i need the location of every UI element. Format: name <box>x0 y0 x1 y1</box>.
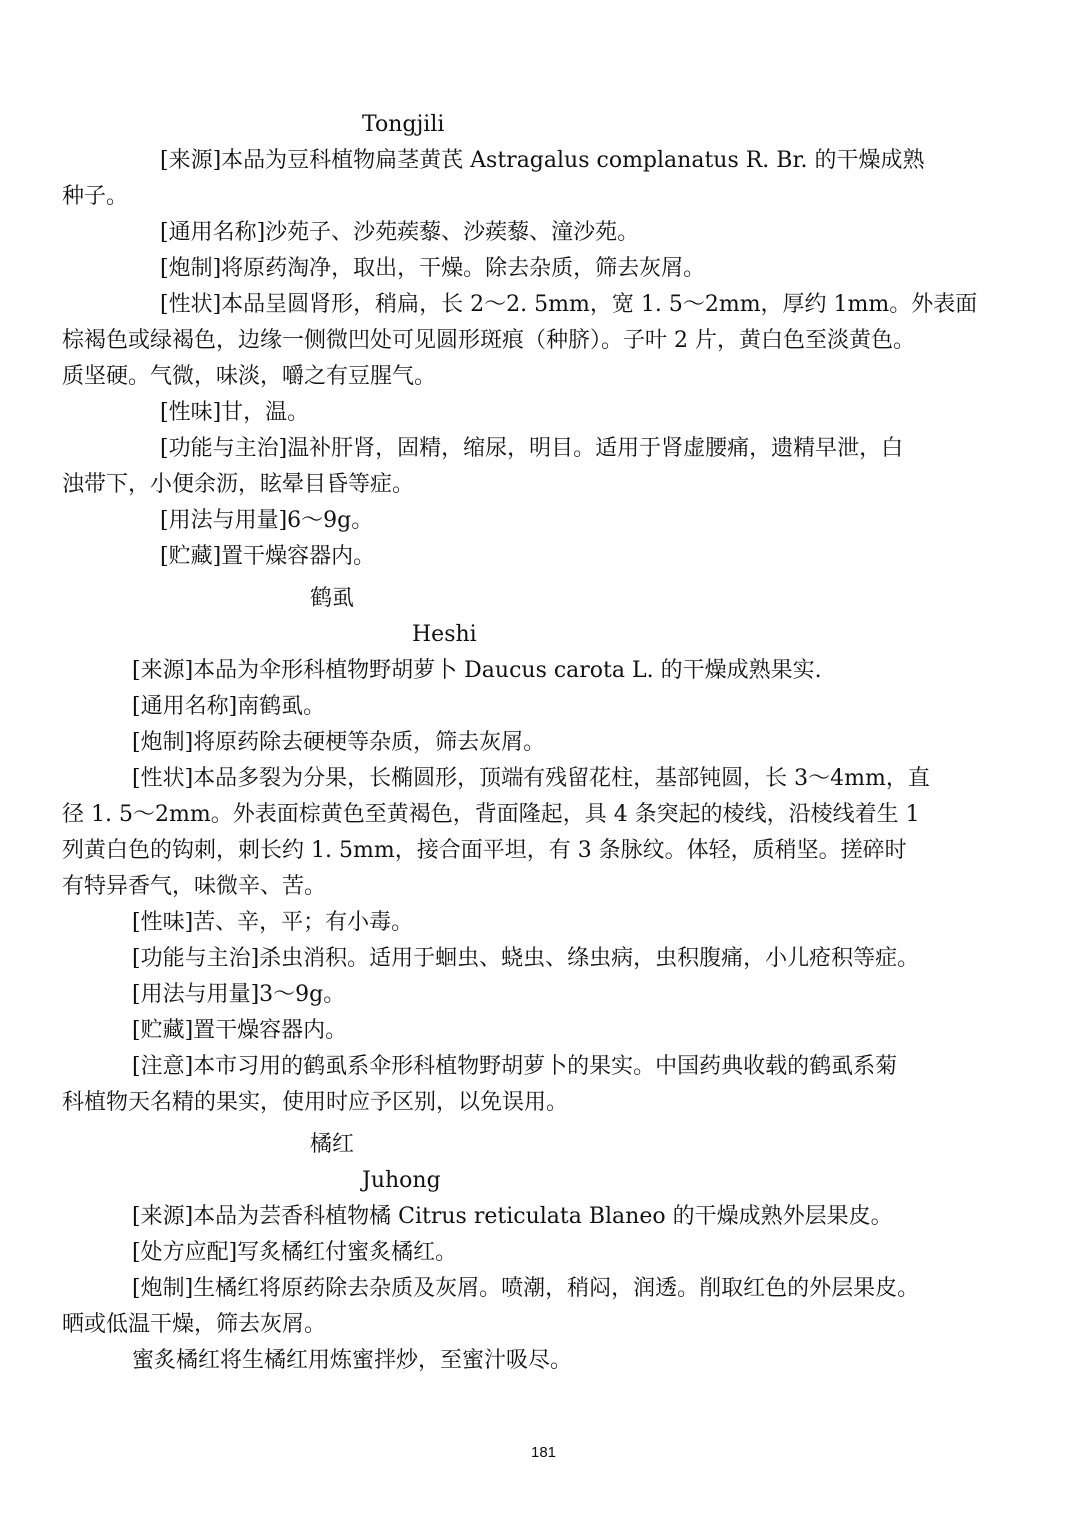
text-line: [处方应配]写炙橘红付蜜炙橘红。 <box>132 1240 458 1265</box>
text-line: Heshi <box>412 622 477 647</box>
text-line: [贮藏]置干燥容器内。 <box>132 1018 348 1043</box>
text-line: 径 1. 5～2mm。外表面棕黄色至黄褐色，背面隆起，具 4 条突起的棱线，沿棱线着生 1 <box>62 802 920 827</box>
text-line: [功能与主治]杀虫消积。适用于蛔虫、蛲虫、绦虫病，虫积腹痛，小儿疮积等症。 <box>132 946 920 971</box>
text-line: 橘红 <box>310 1132 355 1157</box>
text-line: 浊带下，小便余沥，眩晕目昏等症。 <box>62 472 415 497</box>
text-line: [用法与用量]3～9g。 <box>132 982 346 1007</box>
text-line: [性状]本品多裂为分果，长椭圆形，顶端有残留花柱，基部钝圆，长 3～4mm，直 <box>132 766 930 791</box>
text-line: 晒或低温干燥，筛去灰屑。 <box>62 1312 327 1337</box>
text-line: [来源]本品为豆科植物扁茎黄芪 Astragalus complanatus R. Br. 的干燥成熟 <box>160 148 925 173</box>
text-line: Juhong <box>362 1168 441 1193</box>
text-line: Tongjili <box>362 112 445 137</box>
text-line: [通用名称]南鹤虱。 <box>132 694 326 719</box>
text-line: [用法与用量]6～9g。 <box>160 508 374 533</box>
text-line: [贮藏]置干燥容器内。 <box>160 544 376 569</box>
text-line: 有特异香气，味微辛、苦。 <box>62 874 327 899</box>
text-line: [炮制]将原药淘净，取出，干燥。除去杂质，筛去灰屑。 <box>160 256 706 281</box>
text-line: [性味]甘，温。 <box>160 400 310 425</box>
text-line: [通用名称]沙苑子、沙苑蒺藜、沙蒺藜、潼沙苑。 <box>160 220 640 245</box>
text-line: [炮制]将原药除去硬梗等杂质，筛去灰屑。 <box>132 730 546 755</box>
text-line: [炮制]生橘红将原药除去杂质及灰屑。喷潮，稍闷，润透。削取红色的外层果皮。 <box>132 1276 920 1301</box>
text-line: 科植物天名精的果实，使用时应予区别，以免误用。 <box>62 1090 569 1115</box>
text-line: 质坚硬。气微，味淡，嚼之有豆腥气。 <box>62 364 437 389</box>
page-number: 181 <box>530 1444 557 1461</box>
text-line: 鹤虱 <box>310 586 355 611</box>
text-line: [来源]本品为芸香科植物橘 Citrus reticulata Blaneo 的干燥成熟外层果皮。 <box>132 1204 893 1229</box>
text-line: [性味]苦、辛，平；有小毒。 <box>132 910 414 935</box>
text-line: [功能与主治]温补肝肾，固精，缩尿，明目。适用于肾虚腰痛，遗精早泄，白 <box>160 436 904 461</box>
text-line: [注意]本市习用的鹤虱系伞形科植物野胡萝卜的果实。中国药典收载的鹤虱系菊 <box>132 1054 898 1079</box>
text-line: [性状]本品呈圆肾形，稍扁，长 2～2. 5mm，宽 1. 5～2mm，厚约 1mm。外表面 <box>160 292 978 317</box>
text-line: [来源]本品为伞形科植物野胡萝卜 Daucus carota L. 的干燥成熟果实. <box>132 658 822 683</box>
text-line: 蜜炙橘红将生橘红用炼蜜拌炒，至蜜汁吸尽。 <box>132 1348 573 1373</box>
text-line: 列黄白色的钩刺，刺长约 1. 5mm，接合面平坦，有 3 条脉纹。体轻，质稍坚。搓碎时 <box>62 838 907 863</box>
text-line: 棕褐色或绿褐色，边缘一侧微凹处可见圆形斑痕（种脐）。子叶 2 片，黄白色至淡黄色。 <box>62 328 915 353</box>
text-line: 种子。 <box>62 184 129 209</box>
